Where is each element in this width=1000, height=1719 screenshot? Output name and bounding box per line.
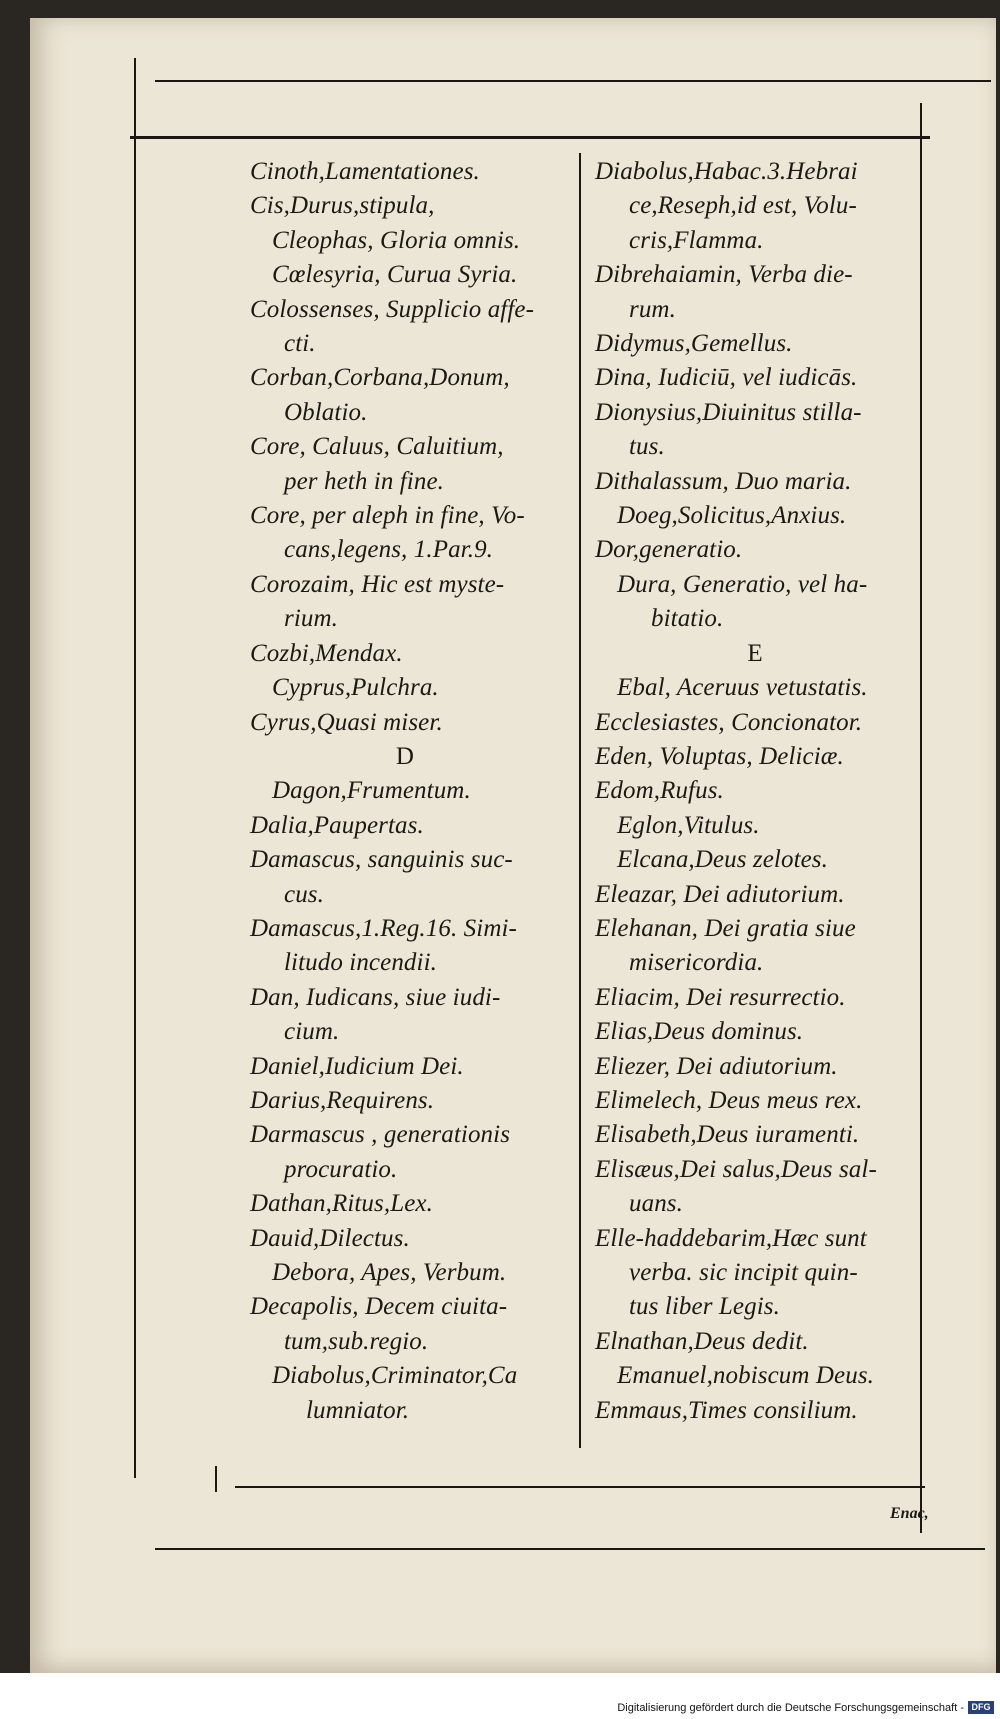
- glossary-entry: [250, 1359, 570, 1428]
- entry-line: Emmaus,Times consilium.: [595, 1396, 858, 1424]
- glossary-entry: [250, 189, 570, 223]
- entry-line: Decapolis, Decem ciuita-: [250, 1293, 508, 1321]
- entry-line: Doeg,Solicitus,Anxius.: [617, 502, 847, 530]
- right-column: [595, 155, 925, 1428]
- glossary-entry: [250, 1050, 570, 1084]
- glossary-entry: [595, 1153, 925, 1222]
- entry-line: Corban,Corbana,Donum,: [250, 364, 510, 392]
- entry-line: Elisæus,Dei salus,Deus sal-: [595, 1155, 877, 1183]
- entry-line: Didymus,Gemellus.: [595, 330, 793, 358]
- glossary-entry: [595, 981, 925, 1015]
- glossary-entry: [250, 843, 570, 912]
- entry-line: Cleophas, Gloria omnis.: [272, 226, 521, 254]
- entry-continuation: cans,legens, 1.Par.9.: [284, 536, 494, 564]
- entry-continuation: tus.: [629, 433, 665, 461]
- entry-line: Debora, Apes, Verbum.: [272, 1259, 507, 1286]
- entry-line: Corozaim, Hic est myste-: [250, 570, 505, 598]
- glossary-entry: [595, 809, 925, 843]
- entry-continuation: ce,Reseph,id est, Volu-: [629, 192, 857, 220]
- header-rule: [130, 136, 930, 139]
- entry-continuation: bitatio.: [651, 605, 724, 633]
- entry-line: Dan, Iudicans, siue iudi-: [250, 983, 501, 1011]
- glossary-entry: [595, 1084, 925, 1118]
- glossary-entry: [595, 499, 925, 533]
- entry-continuation: per heth in fine.: [284, 467, 445, 495]
- glossary-entry: [250, 774, 570, 808]
- entry-line: Darmascus , generationis: [250, 1121, 511, 1149]
- glossary-entry: [250, 912, 570, 981]
- entry-line: Diabolus,Habac.3.Hebrai: [595, 158, 858, 185]
- glossary-entry: [595, 361, 925, 395]
- glossary-entry: [250, 430, 570, 499]
- entry-line: Dura, Generatio, vel ha-: [617, 570, 868, 598]
- entry-line: Cinoth,Lamentationes.: [250, 158, 480, 185]
- glossary-entry: [250, 809, 570, 843]
- entry-line: Elnathan,Deus dedit.: [595, 1327, 809, 1355]
- entry-line: Dagon,Frumentum.: [272, 777, 471, 805]
- footer-credit: Digitalisierung gefördert durch die Deutsche Forschungsgemeinschaft -: [617, 1702, 964, 1714]
- glossary-entry: [250, 258, 570, 292]
- glossary-entry: [595, 568, 925, 637]
- glossary-entry: [250, 568, 570, 637]
- glossary-entry: [595, 671, 925, 705]
- entry-line: Elle-haddebarim,Hæc sunt: [595, 1224, 867, 1252]
- glossary-entry: [595, 258, 925, 327]
- entry-line: Cœlesyria, Curua Syria.: [272, 261, 518, 289]
- dfg-logo: DFG: [968, 1701, 994, 1714]
- glossary-entry: [595, 533, 925, 567]
- entry-line: Cozbi,Mendax.: [250, 639, 403, 667]
- glossary-entry: [250, 224, 570, 258]
- entry-continuation: rum.: [629, 295, 676, 323]
- section-heading: E: [747, 639, 763, 667]
- glossary-entry: [250, 637, 570, 671]
- entry-line: Eleazar, Dei adiutorium.: [595, 880, 845, 908]
- entry-line: Cyrus,Quasi miser.: [250, 708, 443, 736]
- entry-continuation: tum,sub.regio.: [284, 1327, 429, 1355]
- glossary-entry: [595, 774, 925, 808]
- entry-line: Eliacim, Dei resurrectio.: [595, 983, 846, 1011]
- entry-continuation: Oblatio.: [284, 398, 368, 426]
- glossary-entry: [595, 1325, 925, 1359]
- glossary-entry: [250, 1118, 570, 1187]
- entry-continuation: litudo incendii.: [284, 949, 437, 977]
- glossary-entry: [595, 327, 925, 361]
- entry-line: Dionysius,Diuinitus stilla-: [595, 398, 862, 426]
- entry-continuation: cris,Flamma.: [629, 226, 764, 254]
- glossary-entry: [250, 293, 570, 362]
- entry-line: Daniel,Iudicium Dei.: [250, 1052, 464, 1080]
- glossary-entry: [595, 1050, 925, 1084]
- entry-line: Elehanan, Dei gratia siue: [595, 914, 856, 942]
- glossary-entry: [250, 499, 570, 568]
- section-heading: D: [395, 742, 415, 770]
- entry-continuation: cus.: [284, 880, 324, 908]
- glossary-entry: [250, 1187, 570, 1221]
- glossary-entry: [250, 671, 570, 705]
- glossary-entry: [595, 878, 925, 912]
- glossary-entry: [250, 1256, 570, 1290]
- entry-line: Edom,Rufus.: [595, 777, 724, 805]
- entry-line: Dauid,Dilectus.: [250, 1224, 410, 1252]
- entry-line: Core, Caluus, Caluitium,: [250, 433, 504, 461]
- glossary-entry: [250, 981, 570, 1050]
- entry-continuation: cium.: [284, 1018, 340, 1046]
- left-border-rule: [134, 58, 136, 1478]
- left-column: [250, 155, 570, 1428]
- digitization-footer: [0, 1673, 1000, 1719]
- entry-line: Damascus, sanguinis suc-: [250, 846, 513, 874]
- entry-line: Elisabeth,Deus iuramenti.: [595, 1121, 860, 1149]
- glossary-entry: [595, 1394, 925, 1428]
- entry-line: Diabolus,Criminator,Ca: [272, 1362, 518, 1390]
- glossary-entry: [595, 740, 925, 774]
- entry-line: Eden, Voluptas, Deliciæ.: [595, 742, 844, 770]
- entry-line: Dor,generatio.: [595, 536, 743, 564]
- entry-line: Cyprus,Pulchra.: [272, 674, 439, 702]
- left-bottom-tick: [215, 1466, 217, 1492]
- glossary-entry: [250, 1222, 570, 1256]
- glossary-entry: [595, 1222, 925, 1325]
- glossary-entry: [250, 1290, 570, 1359]
- entry-line: Cis,Durus,stipula,: [250, 192, 435, 220]
- glossary-entry: [250, 361, 570, 430]
- entry-continuation: verba. sic incipit quin-: [629, 1259, 858, 1286]
- entry-line: Damascus,1.Reg.16. Simi-: [250, 914, 517, 942]
- entry-continuation: misericordia.: [629, 949, 764, 977]
- entry-line: Dibrehaiamin, Verba die-: [595, 261, 853, 289]
- top-rule: [155, 80, 991, 82]
- entry-line: Core, per aleph in fine, Vo-: [250, 502, 525, 530]
- entry-line: Eliezer, Dei adiutorium.: [595, 1052, 838, 1080]
- glossary-entry: [250, 1084, 570, 1118]
- entry-line: Ebal, Aceruus vetustatis.: [617, 674, 868, 702]
- entry-line: Elimelech, Deus meus rex.: [595, 1086, 863, 1114]
- glossary-entry: [595, 706, 925, 740]
- entry-line: Elias,Deus dominus.: [595, 1018, 804, 1046]
- glossary-entry: [250, 706, 570, 740]
- entry-continuation: lumniator.: [306, 1396, 410, 1424]
- entry-line: Emanuel,nobiscum Deus.: [617, 1362, 875, 1390]
- glossary-entry: [250, 155, 570, 189]
- entry-continuation: cti.: [284, 330, 316, 358]
- entry-line: Colossenses, Supplicio affe-: [250, 295, 535, 323]
- glossary-entry: [595, 1359, 925, 1393]
- glossary-entry: [595, 155, 925, 258]
- glossary-entry: [595, 843, 925, 877]
- glossary-entry: [595, 396, 925, 465]
- glossary-entry: [595, 465, 925, 499]
- entry-line: Dina, Iudiciū, vel iudicās.: [595, 364, 858, 392]
- bottom-rule: [235, 1486, 925, 1488]
- glossary-entry: [595, 1118, 925, 1152]
- glossary-entry: [595, 912, 925, 981]
- entry-line: Darius,Requirens.: [250, 1086, 435, 1114]
- page-bottom-rule: [155, 1548, 985, 1550]
- column-divider: [579, 153, 581, 1448]
- entry-line: Ecclesiastes, Concionator.: [595, 708, 863, 736]
- entry-line: Dithalassum, Duo maria.: [595, 467, 852, 495]
- entry-continuation: tus liber Legis.: [629, 1293, 780, 1321]
- entry-continuation: uans.: [629, 1190, 683, 1218]
- entry-line: Elcana,Deus zelotes.: [617, 846, 828, 874]
- catchword: Enac,: [890, 1505, 929, 1522]
- entry-continuation: procuratio.: [284, 1155, 398, 1183]
- entry-continuation: rium.: [284, 605, 338, 633]
- entry-line: Eglon,Vitulus.: [617, 811, 760, 839]
- glossary-entry: [595, 1015, 925, 1049]
- entry-line: Dathan,Ritus,Lex.: [250, 1190, 433, 1218]
- entry-line: Dalia,Paupertas.: [250, 811, 424, 839]
